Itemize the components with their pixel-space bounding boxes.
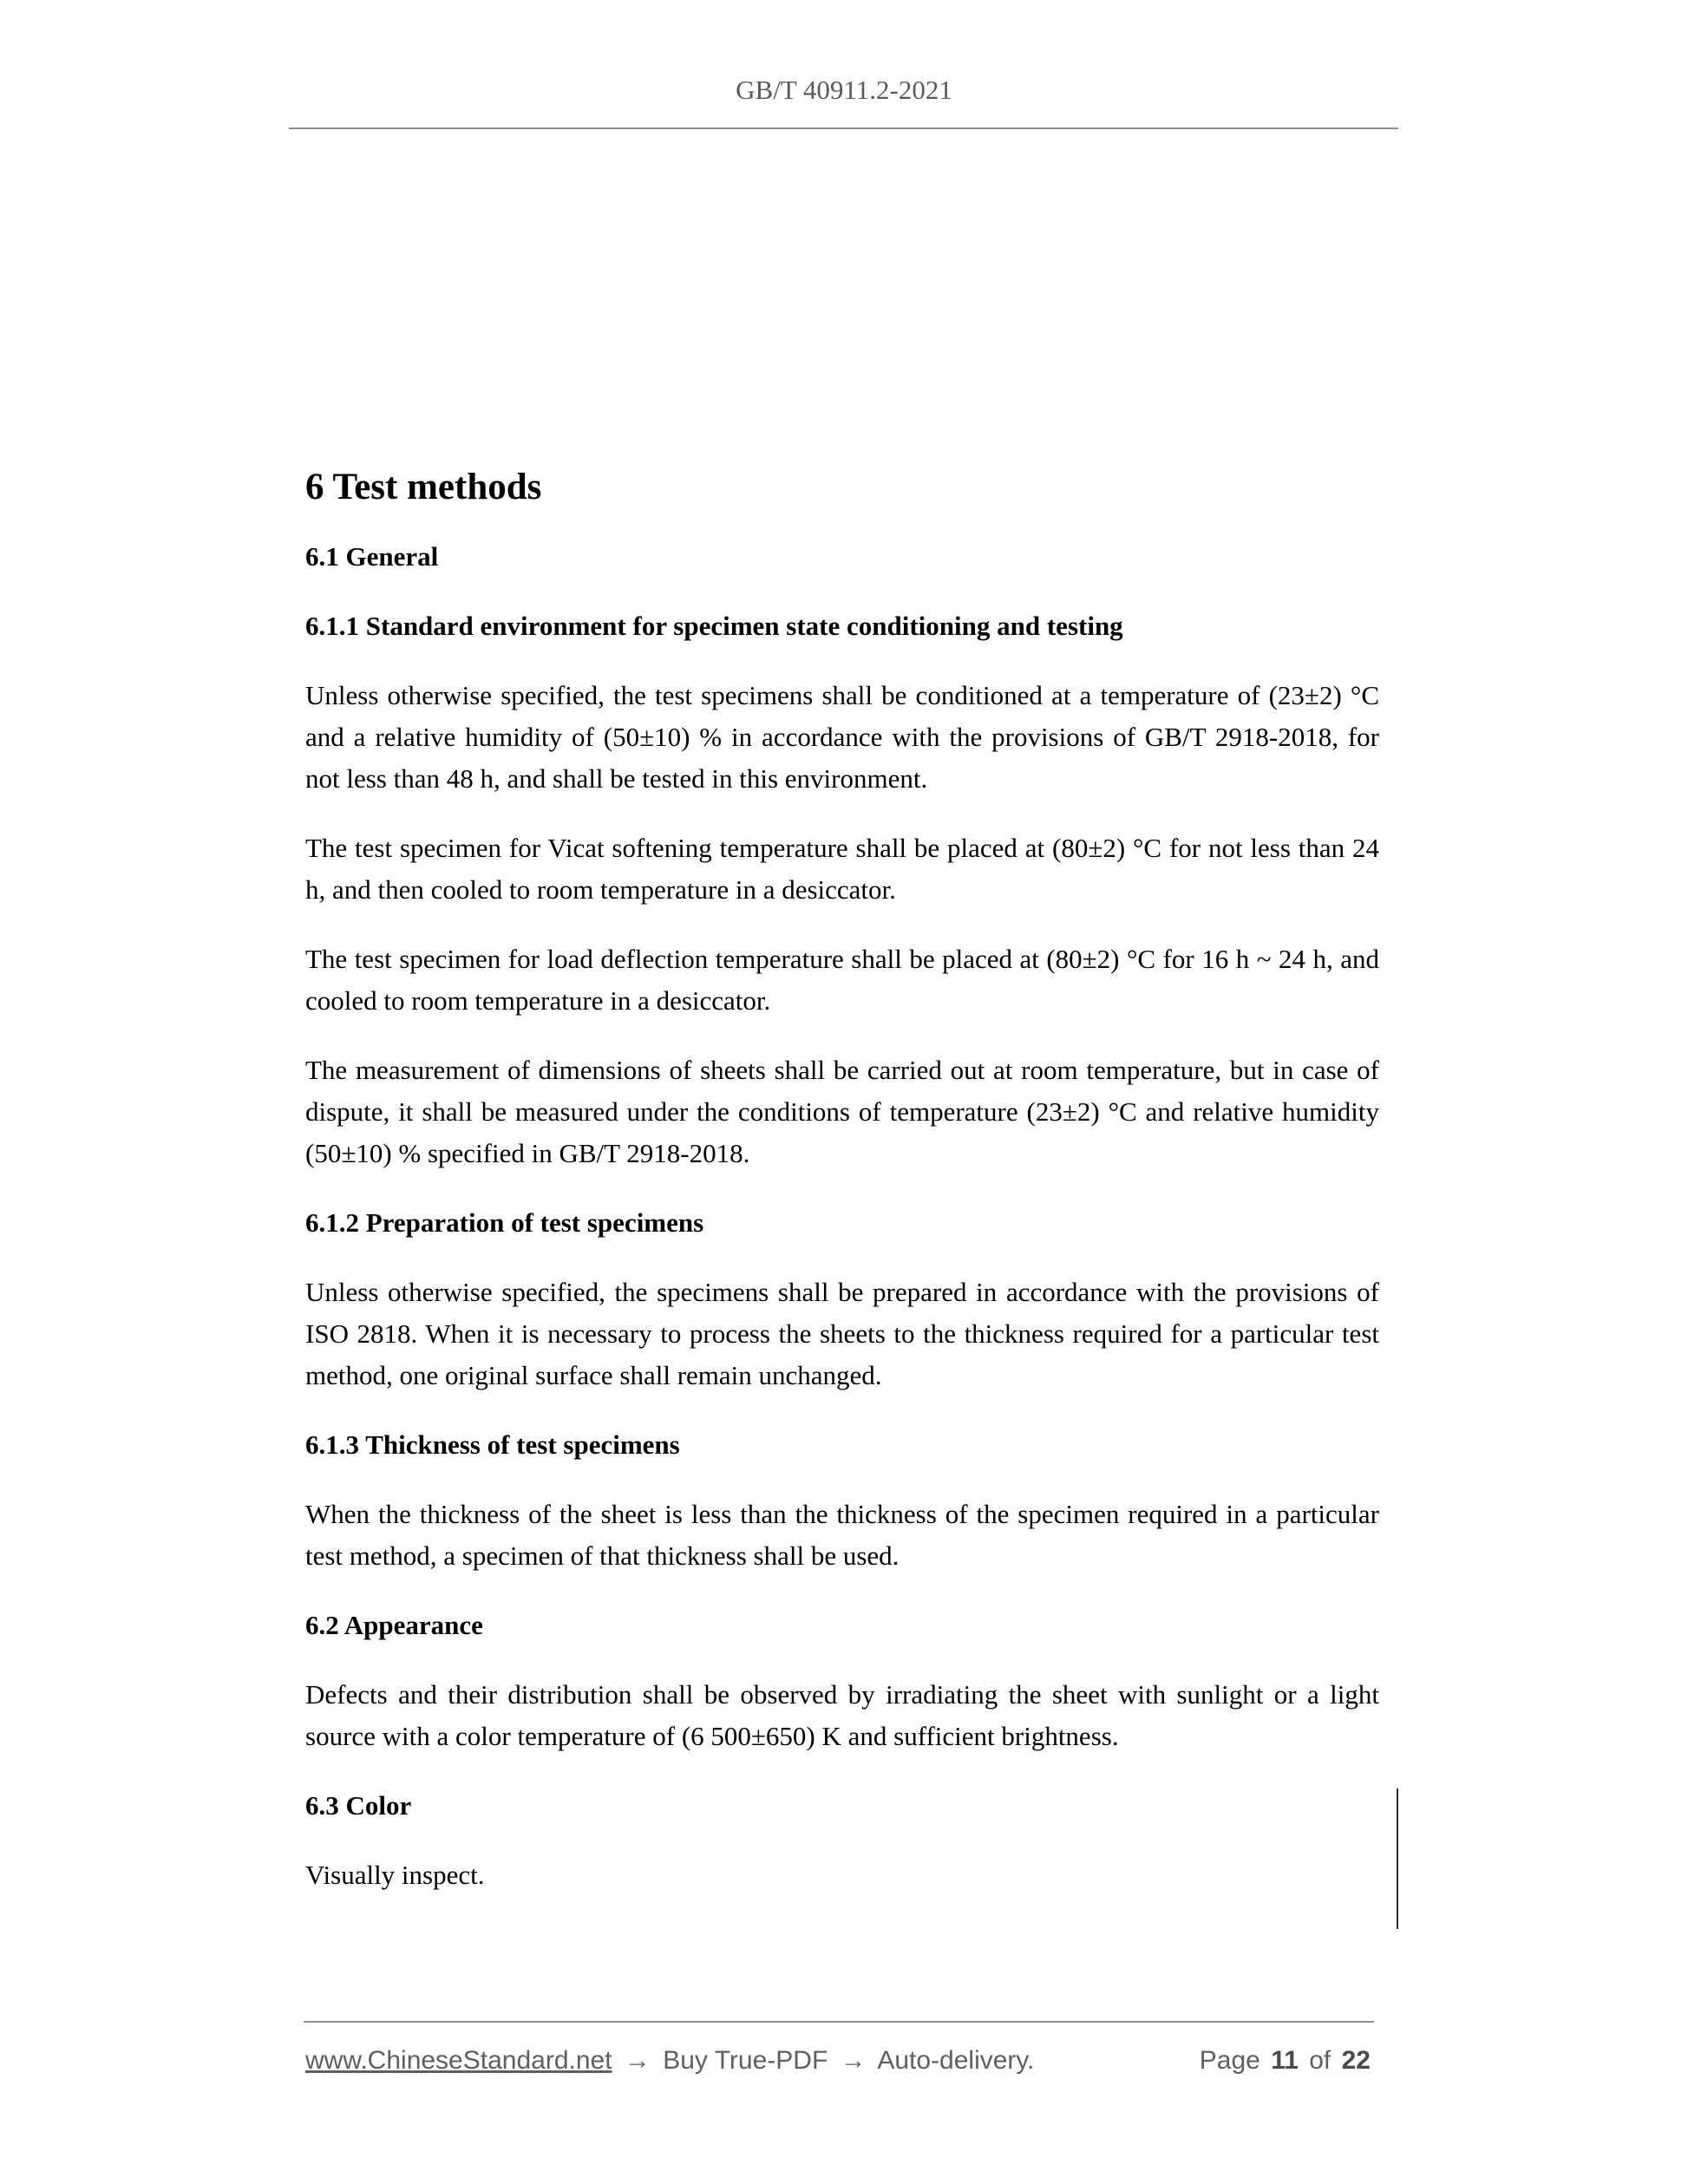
page-footer <box>305 2045 1374 2076</box>
page-indicator <box>1200 2045 1374 2076</box>
auto-delivery-text: Auto-delivery. <box>877 2046 1035 2075</box>
document-content <box>305 467 1379 1896</box>
paragraph-load-deflection: The test specimen for load deflection temperature shall be placed at (80±2) °C for 16 h ~ 24 h, and cooled to room temperature in a desiccator. <box>305 944 1379 1016</box>
header-standard-number: GB/T 40911.2-2021 <box>736 75 952 105</box>
paragraph-specimen-preparation: Unless otherwise specified, the specimens shall be prepared in accordance with the provisions of ISO 2818. When it is necessary to process the sheets to the thickness required for a particular test method, one original surface shall remain unchanged. <box>305 1277 1379 1390</box>
section-heading-6-test-methods: 6 Test methods <box>305 467 542 507</box>
total-page-number: 22 <box>1341 2046 1371 2075</box>
header-divider <box>289 128 1398 129</box>
subsection-heading-6-2-appearance: 6.2 Appearance <box>305 1610 483 1640</box>
buy-true-pdf-text: Buy True-PDF <box>663 2046 828 2075</box>
paragraph-visually-inspect: Visually inspect. <box>305 1860 485 1890</box>
paragraph-conditioning: Unless otherwise specified, the test specimens shall be conditioned at a temperature of (23±2) °C and a relative humidity of (50±10) % in accordance with the provisions of GB/T 2918-2018, for not less than 48 h, and shall be tested in this environment. <box>305 680 1379 794</box>
of-label: of <box>1309 2046 1331 2075</box>
footer-divider <box>304 2021 1374 2023</box>
website-link[interactable]: www.ChineseStandard.net <box>305 2046 612 2075</box>
subsection-heading-6-3-color: 6.3 Color <box>305 1790 412 1821</box>
footer-source-line <box>305 2045 1035 2076</box>
clause-heading-6-1-2: 6.1.2 Preparation of test specimens <box>305 1207 704 1238</box>
paragraph-specimen-thickness: When the thickness of the sheet is less than the thickness of the specimen required in a particular test method, a specimen of that thickness shall be used. <box>305 1499 1379 1571</box>
page-label: Page <box>1199 2046 1260 2075</box>
subsection-heading-6-1-general: 6.1 General <box>305 541 439 572</box>
arrow-right-icon: → <box>624 2046 651 2075</box>
arrow-right-icon: → <box>840 2046 867 2075</box>
paragraph-defects-observation: Defects and their distribution shall be observed by irradiating the sheet with sunlight or a light source with a color temperature of (6 500±650) K and sufficient brightness. <box>305 1679 1379 1751</box>
margin-revision-bar <box>1397 1788 1398 1929</box>
paragraph-vicat-softening: The test specimen for Vicat softening temperature shall be placed at (80±2) °C for not less than 24 h, and then cooled to room temperature in a desiccator. <box>305 833 1379 905</box>
clause-heading-6-1-1: 6.1.1 Standard environment for specimen state conditioning and testing <box>305 611 1123 641</box>
current-page-number: 11 <box>1271 2046 1299 2075</box>
paragraph-dimension-measurement: The measurement of dimensions of sheets shall be carried out at room temperature, but in case of dispute, it shall be measured under the conditions of temperature (23±2) °C and relative humidity (50±10) % specified in GB/T 2918-2018. <box>305 1055 1379 1168</box>
clause-heading-6-1-3: 6.1.3 Thickness of test specimens <box>305 1429 680 1460</box>
